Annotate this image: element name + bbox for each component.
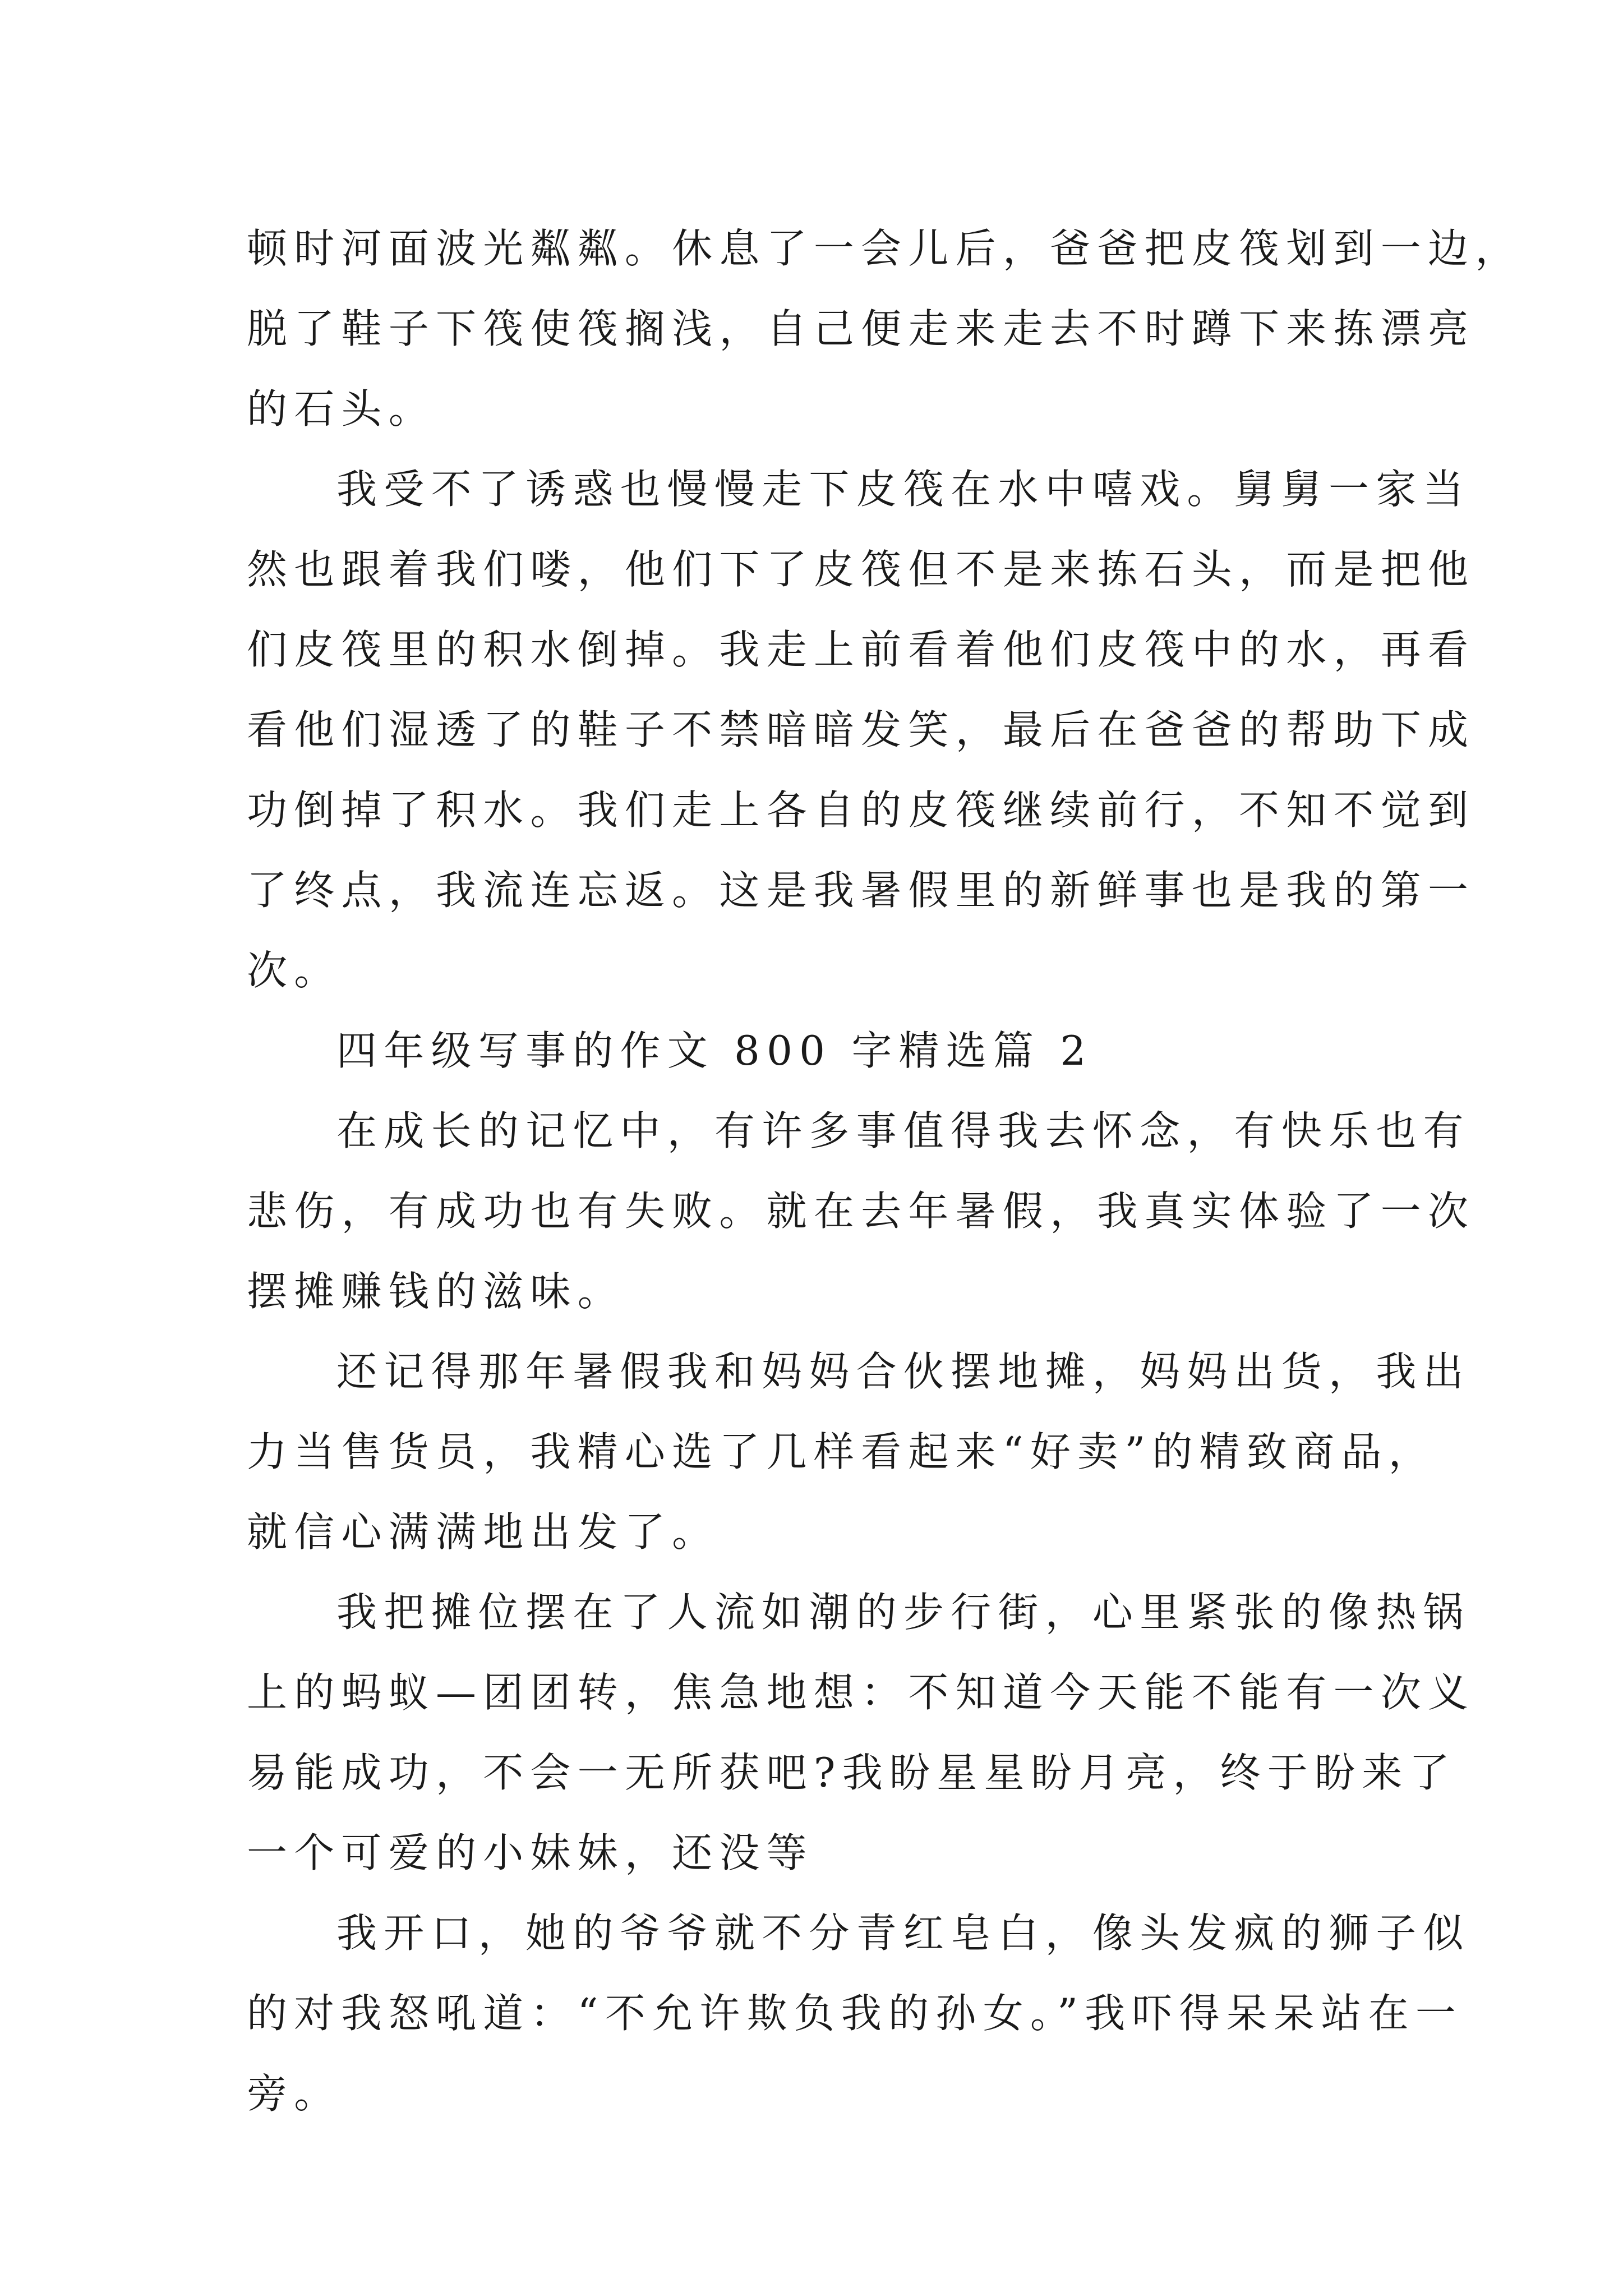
text-line: 功倒掉了积水。我们走上各自的皮筏继续前行，不知不觉到 bbox=[247, 786, 1476, 834]
text-line: 我把摊位摆在了人流如潮的步行街，心里紧张的像热锅 bbox=[336, 1589, 1470, 1636]
text-line: 一个可爱的小妹妹，还没等 bbox=[247, 1829, 814, 1876]
text-line: 我开口，她的爷爷就不分青红皂白，像头发疯的狮子似 bbox=[336, 1910, 1470, 1957]
text-line: 易能成功，不会一无所获吧?我盼星星盼月亮，终于盼来了 bbox=[247, 1749, 1456, 1796]
text-line: 我受不了诱惑也慢慢走下皮筏在水中嘻戏。舅舅一家当 bbox=[336, 466, 1470, 513]
text-line: 然也跟着我们喽，他们下了皮筏但不是来拣石头，而是把他 bbox=[247, 546, 1476, 593]
text-line: 的对我怒吼道：“不允许欺负我的孙女。”我吓得呆呆站在一 bbox=[247, 1990, 1463, 2037]
text-line: 顿时河面波光粼粼。休息了一会儿后，爸爸把皮筏划到一边， bbox=[247, 225, 1523, 272]
text-line: 旁。 bbox=[247, 2070, 342, 2117]
text-line: 们皮筏里的积水倒掉。我走上前看着他们皮筏中的水，再看 bbox=[247, 626, 1476, 673]
text-line: 上的蚂蚁—团团转，焦急地想：不知道今天能不能有一次义 bbox=[247, 1669, 1476, 1716]
text-line: 看他们湿透了的鞋子不禁暗暗发笑，最后在爸爸的帮助下成 bbox=[247, 706, 1476, 753]
text-line: 的石头。 bbox=[247, 385, 436, 432]
text-line: 了终点，我流连忘返。这是我暑假里的新鲜事也是我的第一 bbox=[247, 867, 1476, 914]
document-body bbox=[247, 209, 1523, 2134]
text-line: 在成长的记忆中，有许多事值得我去怀念，有快乐也有 bbox=[336, 1107, 1470, 1154]
text-line: 摆摊赚钱的滋味。 bbox=[247, 1268, 625, 1315]
text-line: 还记得那年暑假我和妈妈合伙摆地摊，妈妈出货，我出 bbox=[336, 1348, 1470, 1395]
text-line: 脱了鞋子下筏使筏搁浅，自己便走来走去不时蹲下来拣漂亮 bbox=[247, 305, 1476, 352]
text-line: 力当售货员，我精心选了几样看起来“好卖”的精致商品， bbox=[247, 1428, 1436, 1475]
text-line: 次。 bbox=[247, 947, 342, 994]
text-line: 悲伤，有成功也有失败。就在去年暑假，我真实体验了一次 bbox=[247, 1188, 1476, 1235]
section-heading: 四年级写事的作文 800 字精选篇 2 bbox=[336, 1027, 1093, 1074]
text-line: 就信心满满地出发了。 bbox=[247, 1508, 720, 1556]
